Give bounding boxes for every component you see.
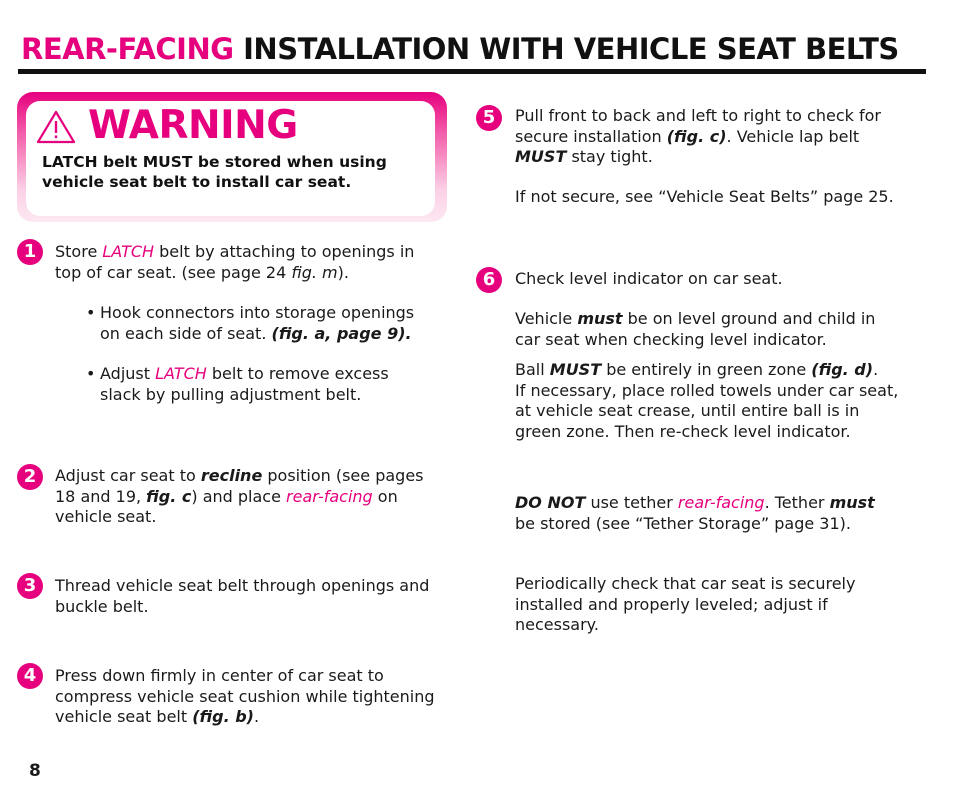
step-3-text: Thread vehicle seat belt through openings and buckle belt.	[55, 576, 430, 616]
page-number: 8	[29, 761, 41, 781]
step-1-bullet-1: • Hook connectors into storage openings on each side of seat. (fig. a, page 9).	[86, 303, 415, 343]
step-4-number: 4	[17, 663, 43, 689]
step-6-text: Check level indicator on car seat.	[515, 269, 783, 288]
tether-note: DO NOT use tether rear-facing. Tether must be stored (see “Tether Storage” page 31).	[515, 493, 875, 533]
step-2-text: Adjust car seat to recline position (see pages 18 and 19, fig. c) and place rear-facing on vehicle seat.	[55, 466, 424, 526]
step-4-text: Press down firmly in center of car seat to compress vehicle seat cushion while tightening vehicle seat belt (fig. b).	[55, 666, 435, 726]
step-5-followup: If not secure, see “Vehicle Seat Belts” page 25.	[515, 187, 894, 206]
step-5-text: Pull front to back and left to right to check for secure installation (fig. c). Vehicle lap belt MUST stay tight.	[515, 106, 881, 166]
warning-text	[42, 152, 432, 192]
step-1-text: Store LATCH belt by attaching to openings in top of car seat. (see page 24 fig. m).	[55, 242, 415, 282]
warning-text-line-1: LATCH belt MUST be stored when using	[42, 153, 387, 171]
page-title	[21, 31, 926, 67]
step-6-ball-zone: Ball MUST be entirely in green zone (fig. d). If necessary, place rolled towels under car seat, at vehicle seat crease, until entire ball is in green zone. Then re-check level indicator.	[515, 360, 899, 441]
step-6-level-ground: Vehicle must be on level ground and child in car seat when checking level indicator.	[515, 309, 876, 349]
page-title-black: INSTALLATION WITH VEHICLE SEAT BELTS	[243, 32, 899, 66]
step-1-bullet-2: • Adjust LATCH belt to remove excess slack by pulling adjustment belt.	[86, 364, 389, 404]
page-title-pink: REAR-FACING	[21, 32, 234, 66]
step-2-number: 2	[17, 464, 43, 490]
step-1-number: 1	[17, 239, 43, 265]
step-5-number: 5	[476, 105, 502, 131]
warning-triangle-icon	[36, 110, 76, 144]
step-3-number: 3	[17, 573, 43, 599]
title-rule	[18, 69, 926, 74]
step-6-number: 6	[476, 267, 502, 293]
warning-text-line-2: vehicle seat belt to install car seat.	[42, 173, 352, 191]
warning-title: WARNING	[88, 103, 298, 148]
periodic-check-note: Periodically check that car seat is securely installed and properly leveled; adjust if necessary.	[515, 574, 856, 634]
